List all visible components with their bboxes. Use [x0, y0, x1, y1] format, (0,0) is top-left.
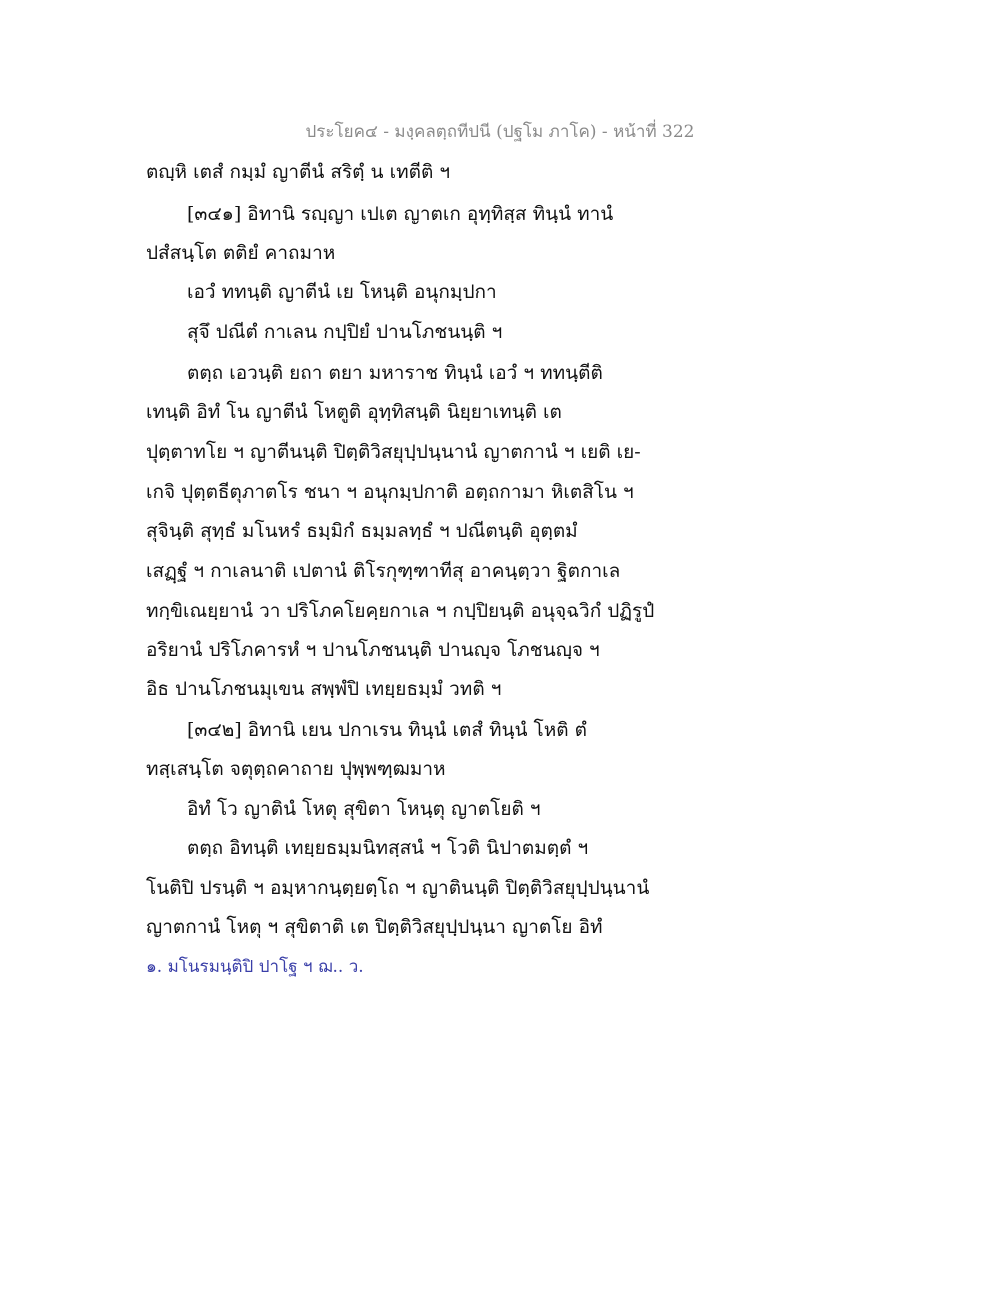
text-line-13: อริยานํ ปริโภคารหํ ฯ ปานโภชนนฺติ ปานญฺจ โภชนญฺจ ฯ — [146, 639, 600, 661]
text-line-8: ปุตฺตาทโย ฯ ญาตีนนฺติ ปิตฺติวิสยุปฺปนฺนานํ ญาตกานํ ฯ เยติ เย- — [146, 441, 641, 463]
text-line-20: ญาตกานํ โหตุ ฯ สุขิตาติ เต ปิตฺติวิสยุปฺปนฺนา ญาตโย อิทํ — [146, 916, 603, 938]
text-line-7: เทนฺติ อิทํ โน ญาตีนํ โหตูติ อุทฺทิสนฺติ นิยฺยาเทนฺติ เต — [146, 401, 562, 423]
text-line-11: เสฏฺฐํ ฯ กาเลนาติ เปตานํ ติโรกุฑฺฑาทีสุ อาคนฺตฺวา ฐิตกาเล — [146, 560, 621, 582]
footnote: ๑. มโนรมนฺติปิ ปาโฐ ฯ ฌ.. ว. — [146, 957, 364, 977]
verse-line-1: เอวํ ททนฺติ ญาตีนํ เย โหนฺติ อนุกมฺปกา — [187, 281, 497, 303]
text-line-12: ทกฺขิเณยฺยานํ วา ปริโภคโยคฺยกาเล ฯ กปฺปิยนฺติ อนุจฺฉวิกํ ปฏิรูปํ — [146, 600, 655, 622]
text-line-16: ทสฺเสนฺโต จตุตฺถคาถาย ปุพฺพฑฺฒมาห — [146, 758, 446, 780]
text-line-14: อิธ ปานโภชนมุเขน สพฺพํปิ เทยฺยธมฺมํ วทติ ฯ — [146, 678, 502, 700]
verse-line-3: อิทํ โว ญาตินํ โหตุ สุขิตา โหนฺตุ ญาตโยติ ฯ — [187, 798, 541, 820]
text-line-3: ปสํสนฺโต ตติยํ คาถมาห — [146, 242, 336, 264]
text-line-15: [๓๔๒] อิทานิ เยน ปกาเรน ทินฺนํ เตสํ ทินฺนํ โหติ ตํ — [187, 719, 588, 741]
text-line-9: เกจิ ปุตฺตธีตุภาตโร ชนา ฯ อนุกมฺปกาติ อตฺถกามา หิเตสิโน ฯ — [146, 481, 634, 503]
text-line-1: ตญฺหิ เตสํ กมฺมํ ญาตีนํ สริตฺํ น เทตีติ ฯ — [146, 161, 450, 183]
text-line-19: โนติปิ ปรนฺติ ฯ อมฺหากนฺตฺยตฺโถ ฯ ญาตินนฺติ ปิตฺติวิสยุปฺปนฺนานํ — [146, 877, 650, 899]
text-line-2: [๓๔๑] อิทานิ รญฺญา เปเต ญาตเก อุทฺทิสฺส ทินฺนํ ทานํ — [187, 203, 614, 225]
page-header: ประโยค๔ - มงฺคลตฺถทีปนี (ปฐโม ภาโค) - หน้าที่ 322 — [305, 122, 695, 142]
verse-line-2: สุจึ ปณีตํ กาเลน กปฺปิยํ ปานโภชนนฺติ ฯ — [187, 321, 503, 343]
text-line-10: สุจินฺติ สุทฺธํ มโนหรํ ธมฺมิกํ ธมฺมลทฺธํ ฯ ปณีตนฺติ อุตฺตมํ — [146, 520, 578, 542]
text-line-6: ตตฺถ เอวนฺติ ยถา ตยา มหาราช ทินฺนํ เอวํ ฯ ททนฺตีติ — [187, 362, 603, 384]
text-line-18: ตตฺถ อิทนฺติ เทยฺยธมฺมนิทสฺสนํ ฯ โวติ นิปาตมตฺตํ ฯ — [187, 837, 589, 859]
